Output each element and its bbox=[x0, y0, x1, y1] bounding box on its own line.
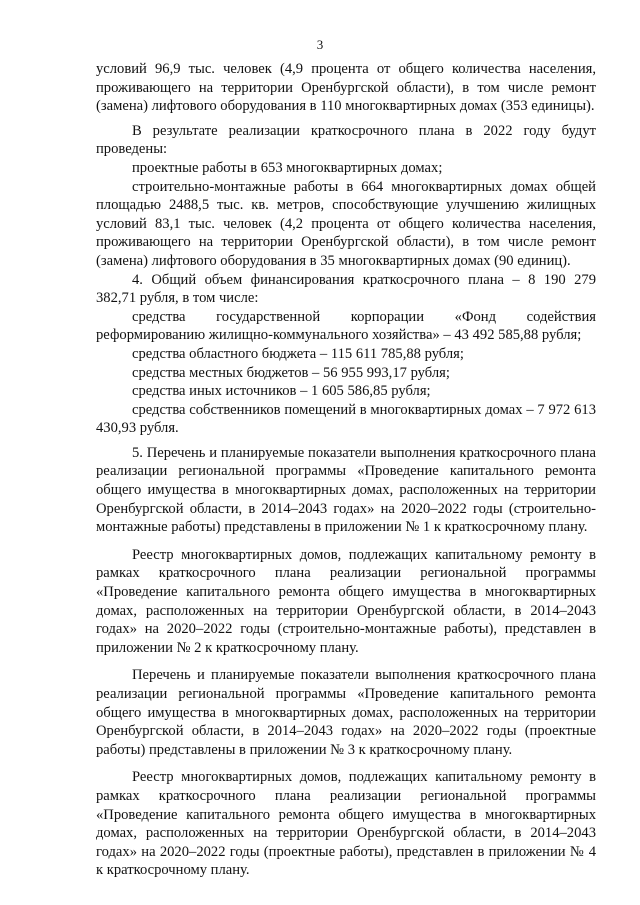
page-number: 3 bbox=[316, 37, 324, 52]
paragraph-design-works: проектные работы в 653 многоквартирных домах; bbox=[132, 159, 443, 176]
paragraph-financing-total: 4. Общий объем финансирования краткосрочного плана – 8 190 279 382,71 рубля, в том числе: bbox=[96, 271, 596, 307]
paragraph-local-budgets: средства местных бюджетов – 56 955 993,17 рубля; bbox=[132, 364, 450, 381]
paragraph-registry-appendix-4: Реестр многоквартирных домов, подлежащих капитальному ремонту в рамках краткосрочного плана реализации региональной программы «Проведение капитального ремонта общего имущества в многоквартирных домах, расположенных на территории Оренбургской области, в 2014–2043 годах» на 2020–2022 годы (проектные работы), представлен в приложении № 4 к краткосрочному плану. bbox=[96, 769, 596, 879]
document-body bbox=[96, 60, 596, 880]
paragraph-regional-budget: средства областного бюджета – 115 611 785,88 рубля; bbox=[132, 345, 464, 362]
paragraph-owners-funds: средства собственников помещений в многоквартирных домах – 7 972 613 430,93 рубля. bbox=[96, 401, 596, 437]
paragraph-other-sources: средства иных источников – 1 605 586,85 рубля; bbox=[132, 383, 431, 400]
paragraph-fund-financing: средства государственной корпорации «Фонд содействия реформированию жилищно-коммунального хозяйства» – 43 492 585,88 рубля; bbox=[96, 308, 596, 344]
paragraph-list-appendix-1: 5. Перечень и планируемые показатели выполнения краткосрочного плана реализации региональной программы «Проведение капитального ремонта общего имущества в многоквартирных домах, расположенных на территории Оренбургской области, в 2014–2043 годах» на 2020–2022 годы (строительно-монтажные работы) представлены в приложении № 1 к краткосрочному плану. bbox=[96, 444, 596, 536]
paragraph-construction-works: строительно-монтажные работы в 664 многоквартирных домах общей площадью 2488,5 тыс. кв. метров, способствующие улучшению жилищных условий 83,1 тыс. человек (4,2 процента от общего количества населения, проживающего на территории Оренбургской области), в том числе ремонт (замена) лифтового оборудования в 35 многоквартирных домах (90 единиц). bbox=[96, 178, 596, 269]
paragraph-continuation: условий 96,9 тыс. человек (4,9 процента от общего количества населения, проживающего на территории Оренбургской области), в том числе ремонт (замена) лифтового оборудования в 110 многоквартирных домах (353 единицы). bbox=[96, 61, 596, 115]
paragraph-list-appendix-3: Перечень и планируемые показатели выполнения краткосрочного плана реализации региональной программы «Проведение капитального ремонта общего имущества в многоквартирных домах, расположенных на территории Оренбургской области, в 2014–2043 годах» на 2020–2022 годы (проектные работы) представлены в приложении № 3 к краткосрочному плану. bbox=[96, 667, 596, 758]
paragraph-registry-appendix-2: Реестр многоквартирных домов, подлежащих капитальному ремонту в рамках краткосрочного плана реализации региональной программы «Проведение капитального ремонта общего имущества в многоквартирных домах, расположенных на территории Оренбургской области, в 2014–2043 годах» на 2020–2022 годы (строительно-монтажные работы), представлен в приложении № 2 к краткосрочному плану. bbox=[96, 546, 596, 656]
paragraph-results-intro: В результате реализации краткосрочного плана в 2022 году будут проведены: bbox=[96, 122, 596, 158]
